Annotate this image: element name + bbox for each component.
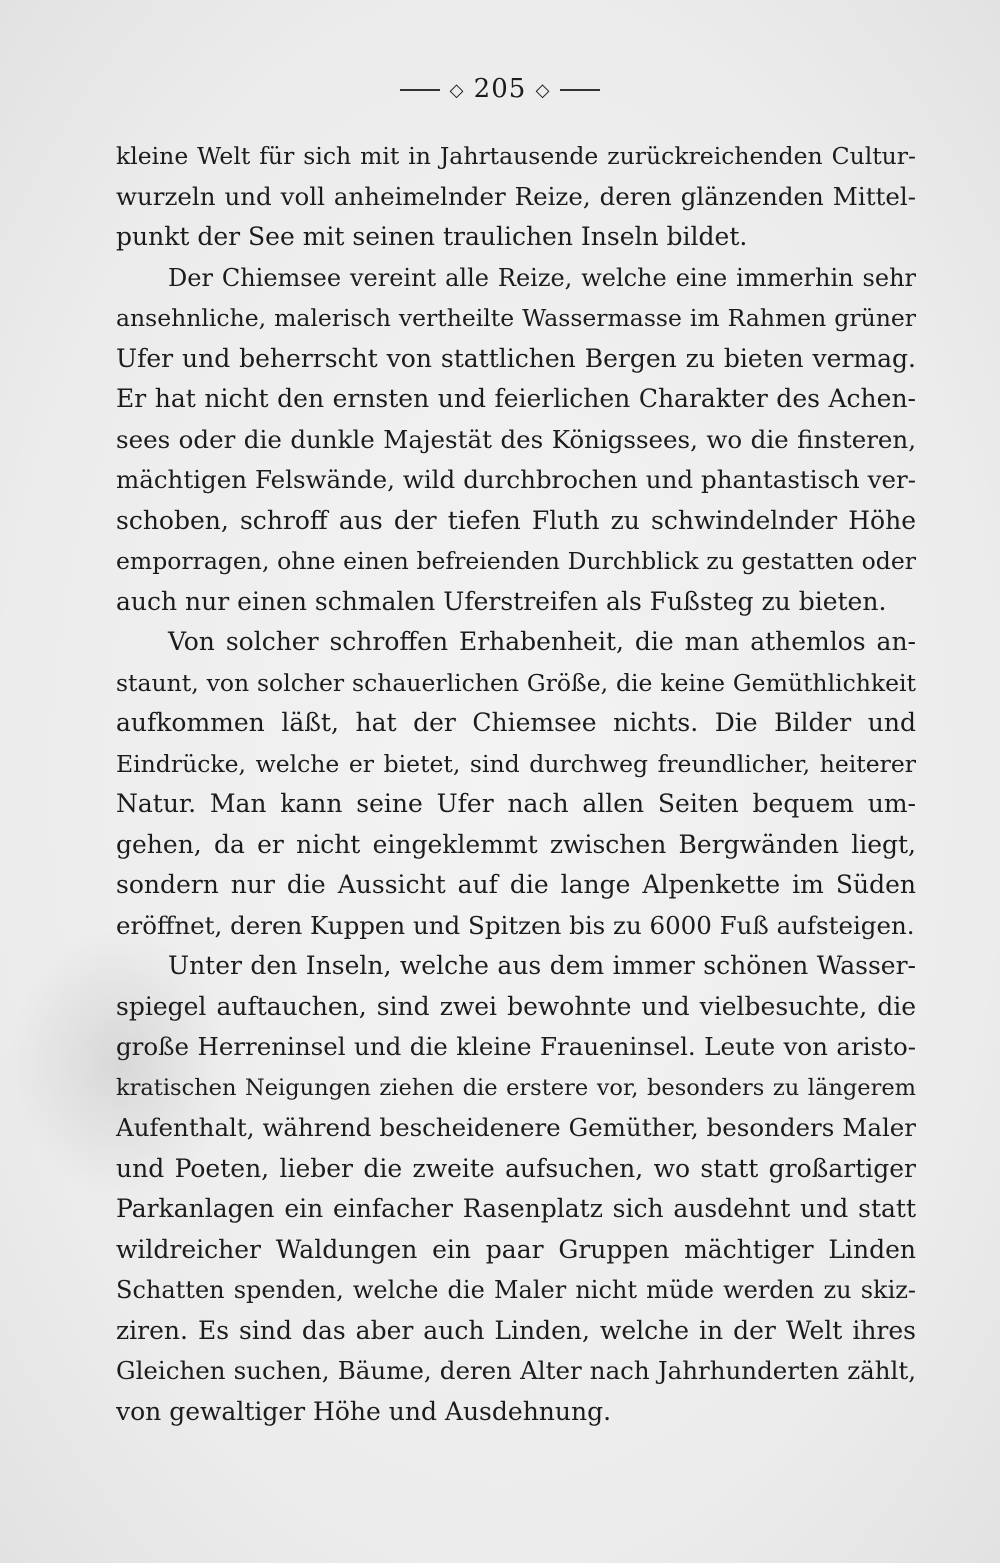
text-line: und Poeten, lieber die zweite aufsuchen, wo statt großartiger <box>116 1153 916 1183</box>
text-line: gehen, da er nicht eingeklemmt zwischen Bergwänden liegt, <box>116 829 916 859</box>
text-line: aufkommen läßt, hat der Chiemsee nichts. Die Bilder und <box>116 708 916 737</box>
page-header <box>0 74 1000 104</box>
text-line: sondern nur die Aussicht auf die lange Alpenkette im Süden <box>116 870 916 899</box>
text-line: Aufenthalt, während bescheidenere Gemüther, besonders Maler <box>116 1113 916 1142</box>
header-rule-left <box>400 89 440 91</box>
text-line: emporragen, ohne einen befreienden Durchblick zu gestatten oder <box>116 547 916 575</box>
page-number: 205 <box>473 74 527 104</box>
text-line: punkt der See mit seinen traulichen Inseln bildet. <box>116 222 748 251</box>
text-line: ansehnliche, malerisch vertheilte Wassermasse im Rahmen grüner <box>116 304 916 332</box>
text-line: schoben, schroff aus der tiefen Fluth zu schwindelnder Höhe <box>116 505 916 535</box>
text-line: Eindrücke, welche er bietet, sind durchweg freundlicher, heiterer <box>116 749 916 778</box>
text-line: Von solcher schroffen Erhabenheit, die man athemlos an- <box>168 627 916 656</box>
text-line: sees oder die dunkle Majestät des Königssees, wo die finsteren, <box>116 424 916 454</box>
text-line: spiegel auftauchen, sind zwei bewohnte und vielbesuchte, die <box>116 991 916 1021</box>
text-line: kratischen Neigungen ziehen die erstere vor, besonders zu längerem <box>116 1074 916 1101</box>
text-line: mächtigen Felswände, wild durchbrochen und phantastisch ver- <box>116 465 916 494</box>
text-line: kleine Welt für sich mit in Jahrtausende zurückreichenden Cultur- <box>116 142 916 170</box>
text-line: Natur. Man kann seine Ufer nach allen Seiten bequem um- <box>116 789 916 818</box>
text-line: auch nur einen schmalen Uferstreifen als Fußsteg zu bieten. <box>116 586 887 616</box>
text-line: ziren. Es sind das aber auch Linden, welche in der Welt ihres <box>116 1315 916 1345</box>
header-ornament-right: ◇ <box>535 79 551 101</box>
header-ornament-left: ◇ <box>449 79 465 101</box>
text-line: Der Chiemsee vereint alle Reize, welche eine immerhin sehr <box>168 263 916 292</box>
text-line: Parkanlagen ein einfacher Rasenplatz sich ausdehnt und statt <box>116 1194 916 1223</box>
text-line: Er hat nicht den ernsten und feierlichen Charakter des Achen- <box>116 384 916 413</box>
text-line: Unter den Inseln, welche aus dem immer schönen Wasser- <box>168 951 916 980</box>
text-line: Ufer und beherrscht von stattlichen Bergen zu bieten vermag. <box>116 343 916 373</box>
header-rule-right <box>560 89 600 91</box>
text-line: Gleichen suchen, Bäume, deren Alter nach Jahrhunderten zählt, <box>116 1356 916 1385</box>
text-line: große Herreninsel und die kleine Fraueninsel. Leute von aristo- <box>116 1032 916 1061</box>
text-line: wurzeln und voll anheimelnder Reize, deren glänzenden Mittel- <box>116 181 916 211</box>
text-line: Schatten spenden, welche die Maler nicht müde werden zu skiz- <box>116 1276 916 1304</box>
text-line: staunt, von solcher schauerlichen Größe, die keine Gemüthlichkeit <box>116 668 916 697</box>
text-line: von gewaltiger Höhe und Ausdehnung. <box>116 1396 612 1426</box>
body-text <box>116 136 916 1432</box>
text-line: wildreicher Waldungen ein paar Gruppen mächtiger Linden <box>116 1234 916 1264</box>
text-line: eröffnet, deren Kuppen und Spitzen bis zu 6000 Fuß aufsteigen. <box>116 910 915 940</box>
